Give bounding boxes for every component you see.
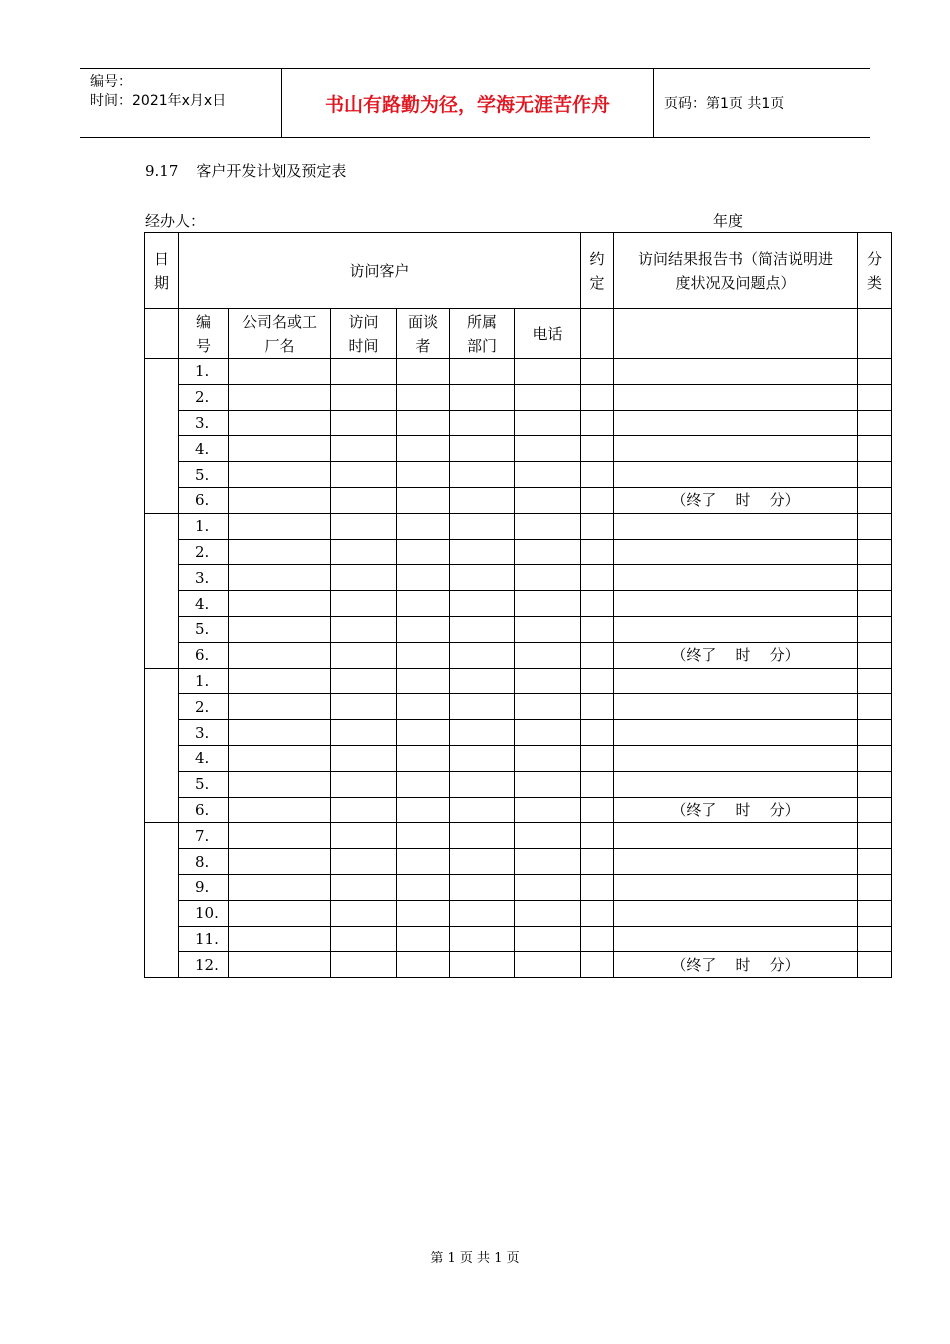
row-number: 1. [179,359,229,385]
visit-time-cell[interactable] [331,616,397,642]
department-cell[interactable] [450,771,515,797]
company-cell[interactable] [229,771,331,797]
category-cell[interactable] [858,668,892,694]
category-cell[interactable] [858,926,892,952]
end-time-note: （终了 时 分） [671,955,800,974]
phone-cell[interactable] [515,436,581,462]
report-cell[interactable] [614,565,858,591]
subheader-date-blank [145,309,179,359]
company-cell[interactable] [229,384,331,410]
visit-time-cell[interactable] [331,359,397,385]
interviewee-cell[interactable] [397,487,450,513]
phone-cell[interactable] [515,359,581,385]
report-cell[interactable] [614,359,858,385]
appointment-cell[interactable] [581,745,614,771]
report-cell[interactable] [614,436,858,462]
end-time-note: （终了 时 分） [671,800,800,819]
phone-cell[interactable] [515,771,581,797]
row-number: 3. [179,720,229,746]
table-row [145,539,892,565]
section-number: 9.17 [145,162,179,180]
visit-time-cell[interactable] [331,874,397,900]
interviewee-cell[interactable] [397,513,450,539]
appointment-cell[interactable] [581,849,614,875]
department-cell[interactable] [450,720,515,746]
report-cell[interactable] [614,745,858,771]
interviewee-cell[interactable] [397,410,450,436]
subheader-interviewee [397,309,450,359]
report-cell[interactable] [614,539,858,565]
interviewee-cell[interactable] [397,694,450,720]
table-row [145,591,892,617]
company-cell[interactable] [229,874,331,900]
phone-cell[interactable] [515,900,581,926]
department-cell[interactable] [450,462,515,488]
report-cell[interactable] [614,849,858,875]
category-cell[interactable] [858,384,892,410]
table-row [145,849,892,875]
table-row [145,668,892,694]
table-row [145,745,892,771]
department-cell[interactable] [450,797,515,823]
visit-time-cell[interactable] [331,771,397,797]
subheader-company-text: 公司名或工厂名 [241,312,317,355]
report-cell[interactable] [614,720,858,746]
visit-time-cell[interactable] [331,384,397,410]
category-cell[interactable] [858,771,892,797]
company-cell[interactable] [229,926,331,952]
visit-time-cell[interactable] [331,436,397,462]
company-cell[interactable] [229,900,331,926]
visit-time-cell[interactable] [331,539,397,565]
row-number: 12. [179,952,229,978]
table-row [145,797,892,823]
category-cell[interactable] [858,591,892,617]
visit-time-cell[interactable] [331,642,397,668]
interviewee-cell[interactable] [397,616,450,642]
department-cell[interactable] [450,823,515,849]
visit-time-cell[interactable] [331,745,397,771]
report-cell[interactable] [614,874,858,900]
header-row [145,233,892,309]
phone-cell[interactable] [515,952,581,978]
interviewee-cell[interactable] [397,720,450,746]
department-cell[interactable] [450,513,515,539]
phone-cell[interactable] [515,487,581,513]
company-cell[interactable] [229,849,331,875]
col-report-header [614,233,858,309]
row-number: 1. [179,668,229,694]
interviewee-cell[interactable] [397,823,450,849]
department-cell[interactable] [450,694,515,720]
visit-time-cell[interactable] [331,849,397,875]
department-cell[interactable] [450,926,515,952]
department-cell[interactable] [450,668,515,694]
company-cell[interactable] [229,359,331,385]
department-cell[interactable] [450,900,515,926]
report-cell[interactable] [614,823,858,849]
col-date-header [145,233,179,309]
table-row [145,720,892,746]
interviewee-cell[interactable] [397,668,450,694]
table-row [145,410,892,436]
end-time-note: （终了 时 分） [671,491,800,510]
category-cell[interactable] [858,952,892,978]
row-number: 6. [179,487,229,513]
appointment-cell[interactable] [581,797,614,823]
category-cell[interactable] [858,694,892,720]
company-cell[interactable] [229,513,331,539]
plan-table-body [145,233,892,978]
appointment-cell[interactable] [581,565,614,591]
row-number: 10. [179,900,229,926]
table-row [145,565,892,591]
visit-time-cell[interactable] [331,668,397,694]
date-cell[interactable] [145,359,179,514]
interviewee-cell[interactable] [397,771,450,797]
subheader-appointment-blank [581,309,614,359]
header-time-label: 时间：2021年x月x日 [90,93,227,109]
report-cell[interactable] [614,410,858,436]
col-report-text: 访问结果报告书（简洁说明进度状况及问题点） [637,249,833,292]
row-number: 3. [179,565,229,591]
table-row [145,513,892,539]
year-label: 年度 [713,212,744,230]
phone-cell[interactable] [515,642,581,668]
interviewee-cell[interactable] [397,384,450,410]
company-cell[interactable] [229,410,331,436]
phone-cell[interactable] [515,591,581,617]
interviewee-cell[interactable] [397,926,450,952]
appointment-cell[interactable] [581,952,614,978]
category-cell[interactable] [858,642,892,668]
visit-time-cell[interactable] [331,952,397,978]
subheader-category-blank [858,309,892,359]
col-date-text: 日期 [153,249,169,292]
phone-cell[interactable] [515,668,581,694]
appointment-cell[interactable] [581,436,614,462]
row-number: 6. [179,797,229,823]
appointment-cell[interactable] [581,642,614,668]
appointment-cell[interactable] [581,487,614,513]
category-cell[interactable] [858,823,892,849]
phone-cell[interactable] [515,513,581,539]
company-cell[interactable] [229,694,331,720]
date-cell[interactable] [145,513,179,668]
report-cell[interactable] [614,694,858,720]
category-cell[interactable] [858,359,892,385]
row-number: 4. [179,745,229,771]
appointment-cell[interactable] [581,874,614,900]
plan-table [144,232,892,978]
table-row [145,616,892,642]
row-number: 1. [179,513,229,539]
interviewee-cell[interactable] [397,591,450,617]
company-cell[interactable] [229,642,331,668]
appointment-cell[interactable] [581,900,614,926]
phone-cell[interactable] [515,823,581,849]
phone-cell[interactable] [515,565,581,591]
table-row [145,694,892,720]
company-cell[interactable] [229,565,331,591]
handler-label: 经办人： [145,212,206,230]
company-cell[interactable] [229,823,331,849]
company-cell[interactable] [229,720,331,746]
subheader-visit-time-text: 访问时间 [348,312,379,355]
table-row [145,359,892,385]
company-cell[interactable] [229,616,331,642]
subheader-visit-time [331,309,397,359]
appointment-cell[interactable] [581,410,614,436]
table-row [145,874,892,900]
appointment-cell[interactable] [581,720,614,746]
appointment-cell[interactable] [581,823,614,849]
department-cell[interactable] [450,745,515,771]
visit-time-cell[interactable] [331,797,397,823]
department-cell[interactable] [450,359,515,385]
company-cell[interactable] [229,668,331,694]
report-cell[interactable] [614,797,858,823]
visit-time-cell[interactable] [331,926,397,952]
category-cell[interactable] [858,565,892,591]
interviewee-cell[interactable] [397,539,450,565]
subheader-interviewee-text: 面谈者 [407,312,438,355]
report-cell[interactable] [614,487,858,513]
section-title-text: 客户开发计划及预定表 [196,162,347,180]
company-cell[interactable] [229,591,331,617]
visit-time-cell[interactable] [331,410,397,436]
visit-time-cell[interactable] [331,823,397,849]
col-category-header [858,233,892,309]
department-cell[interactable] [450,539,515,565]
interviewee-cell[interactable] [397,642,450,668]
visit-time-cell[interactable] [331,591,397,617]
category-cell[interactable] [858,616,892,642]
company-cell[interactable] [229,797,331,823]
interviewee-cell[interactable] [397,565,450,591]
department-cell[interactable] [450,436,515,462]
report-cell[interactable] [614,952,858,978]
category-cell[interactable] [858,487,892,513]
interviewee-cell[interactable] [397,849,450,875]
subheader-number [179,309,229,359]
visit-time-cell[interactable] [331,565,397,591]
date-cell[interactable] [145,823,179,978]
page-header [80,68,870,138]
row-number: 6. [179,642,229,668]
category-cell[interactable] [858,539,892,565]
department-cell[interactable] [450,487,515,513]
visit-time-cell[interactable] [331,900,397,926]
subheader-number-text: 编号 [195,312,211,355]
report-cell[interactable] [614,591,858,617]
table-row [145,952,892,978]
phone-cell[interactable] [515,720,581,746]
header-number-label: 编号： [90,74,132,90]
phone-cell[interactable] [515,384,581,410]
appointment-cell[interactable] [581,694,614,720]
row-number: 11. [179,926,229,952]
category-cell[interactable] [858,849,892,875]
interviewee-cell[interactable] [397,462,450,488]
row-number: 3. [179,410,229,436]
phone-cell[interactable] [515,926,581,952]
header-motto: 书山有路勤为径，学海无涯苦作舟 [282,69,654,137]
header-page-info: 页码：第1页 共1页 [664,96,785,112]
report-cell[interactable] [614,668,858,694]
appointment-cell[interactable] [581,462,614,488]
table-row [145,642,892,668]
department-cell[interactable] [450,591,515,617]
appointment-cell[interactable] [581,384,614,410]
category-cell[interactable] [858,410,892,436]
row-number: 5. [179,616,229,642]
table-row [145,771,892,797]
company-cell[interactable] [229,487,331,513]
interviewee-cell[interactable] [397,900,450,926]
company-cell[interactable] [229,952,331,978]
appointment-cell[interactable] [581,359,614,385]
phone-cell[interactable] [515,462,581,488]
department-cell[interactable] [450,642,515,668]
interviewee-cell[interactable] [397,952,450,978]
header-meta [80,69,282,137]
row-number: 4. [179,591,229,617]
phone-cell[interactable] [515,849,581,875]
phone-cell[interactable] [515,539,581,565]
table-row [145,462,892,488]
interviewee-cell[interactable] [397,874,450,900]
department-cell[interactable] [450,565,515,591]
table-row [145,823,892,849]
report-cell[interactable] [614,462,858,488]
company-cell[interactable] [229,539,331,565]
interviewee-cell[interactable] [397,359,450,385]
phone-cell[interactable] [515,745,581,771]
table-row [145,900,892,926]
phone-cell[interactable] [515,410,581,436]
page-footer: 第 1 页 共 1 页 [430,1251,520,1266]
company-cell[interactable] [229,436,331,462]
row-number: 8. [179,849,229,875]
table-row [145,926,892,952]
interviewee-cell[interactable] [397,436,450,462]
category-cell[interactable] [858,874,892,900]
phone-cell[interactable] [515,616,581,642]
report-cell[interactable] [614,513,858,539]
department-cell[interactable] [450,384,515,410]
department-cell[interactable] [450,410,515,436]
phone-cell[interactable] [515,797,581,823]
report-cell[interactable] [614,900,858,926]
row-number: 2. [179,384,229,410]
table-row [145,487,892,513]
appointment-cell[interactable] [581,513,614,539]
department-cell[interactable] [450,874,515,900]
section-title [145,160,346,181]
category-cell[interactable] [858,745,892,771]
table-row [145,436,892,462]
department-cell[interactable] [450,952,515,978]
end-time-note: （终了 时 分） [671,646,800,665]
report-cell[interactable] [614,616,858,642]
appointment-cell[interactable] [581,591,614,617]
subheader-department [450,309,515,359]
interviewee-cell[interactable] [397,745,450,771]
visit-time-cell[interactable] [331,720,397,746]
row-number: 4. [179,436,229,462]
subheader-report-blank [614,309,858,359]
date-cell[interactable] [145,668,179,823]
visit-time-cell[interactable] [331,487,397,513]
row-number: 5. [179,771,229,797]
col-visit-customer-header: 访问客户 [179,233,581,309]
appointment-cell[interactable] [581,616,614,642]
subheader-department-text: 所属部门 [466,312,497,355]
visit-time-cell[interactable] [331,694,397,720]
col-appointment-text: 约定 [589,249,605,292]
visit-time-cell[interactable] [331,462,397,488]
row-number: 9. [179,874,229,900]
category-cell[interactable] [858,797,892,823]
category-cell[interactable] [858,720,892,746]
category-cell[interactable] [858,436,892,462]
row-number: 7. [179,823,229,849]
row-number: 5. [179,462,229,488]
report-cell[interactable] [614,384,858,410]
company-cell[interactable] [229,745,331,771]
appointment-cell[interactable] [581,926,614,952]
appointment-cell[interactable] [581,539,614,565]
row-number: 2. [179,694,229,720]
report-cell[interactable] [614,771,858,797]
visit-time-cell[interactable] [331,513,397,539]
phone-cell[interactable] [515,874,581,900]
appointment-cell[interactable] [581,771,614,797]
col-category-text: 分类 [866,249,882,292]
subheader-phone: 电话 [515,309,581,359]
category-cell[interactable] [858,900,892,926]
appointment-cell[interactable] [581,668,614,694]
row-number: 2. [179,539,229,565]
subheader-company [229,309,331,359]
category-cell[interactable] [858,462,892,488]
department-cell[interactable] [450,616,515,642]
report-cell[interactable] [614,642,858,668]
subheader-row [145,309,892,359]
table-row [145,384,892,410]
department-cell[interactable] [450,849,515,875]
category-cell[interactable] [858,513,892,539]
company-cell[interactable] [229,462,331,488]
phone-cell[interactable] [515,694,581,720]
interviewee-cell[interactable] [397,797,450,823]
report-cell[interactable] [614,926,858,952]
col-appointment-header [581,233,614,309]
